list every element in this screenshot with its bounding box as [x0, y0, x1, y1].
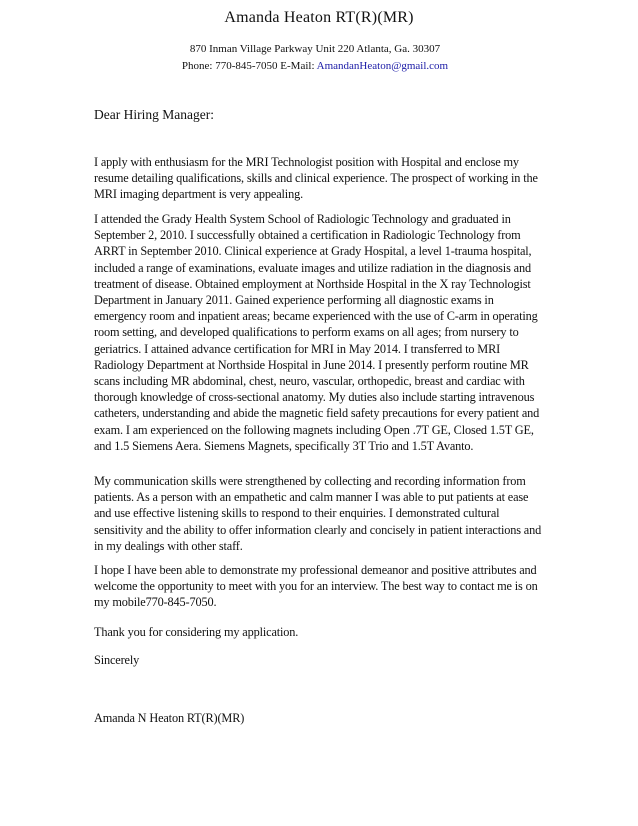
- letterhead-address: 870 Inman Village Parkway Unit 220 Atlanta, Ga. 30307: [189, 43, 441, 55]
- paragraph-education-experience: I attended the Grady Health System School of Radiologic Technology and graduated in September 2, 2010. I successfully obtained a certification in Radiologic Technology from ARRT in September 2010. Clinical experience at Grady Hospital, a level 1-trauma hospital, included a range of examinations, evaluate images and utilize radiation in the diagnosis and treatment of disease. Obtained employment at Northside Hospital in the X ray Technologist Department in January 2011. Gained experience performing all diagnostic exams in emergency room and inpatient areas; became experienced with the use of C-arm in operating room setting, and developed qualifications to perform exams on all ages; from nursery to geriatrics. I attained advance certification for MRI in May 2014. I transferred to MRI Radiology Department at Northside Hospital in June 2014. I presently perform routine MR scans including MR abdominal, chest, neuro, vascular, orthopedic, breast and cardiac with thorough knowledge of cross-sectional anatomy. My duties also include starting intravenous catheters, understanding and abide the magnetic field safety precautions for every patient and exam. I am experienced on the following magnets including Open .7T GE, Closed 1.5T GE, and 1.5 Siemens Aera. Siemens Magnets, specifically 3T Trio and 1.5T Avanto.: [94, 212, 540, 453]
- thanks-line: Thank you for considering my application.: [94, 625, 299, 639]
- letterhead-name: Amanda Heaton RT(R)(MR): [224, 9, 414, 26]
- closing: Sincerely: [94, 653, 140, 667]
- paragraph-intro: I apply with enthusiasm for the MRI Technologist position with Hospital and enclose my resume detailing qualifications, skills and clinical experience. The prospect of working in the MRI imaging department is very appealing.: [94, 155, 538, 202]
- paragraph-conclusion: I hope I have been able to demonstrate my professional demeanor and positive attributes and welcome the opportunity to meet with you for an interview. The best way to contact me is on my mobile770-845-7050.: [94, 563, 538, 610]
- greeting: Dear Hiring Manager:: [94, 107, 214, 122]
- letterhead-contact: [0, 59, 634, 73]
- paragraph-communication: My communication skills were strengthened by collecting and recording information from patients. As a person with an empathetic and calm manner I was able to put patients at ease and use effective listening skills to respond to their enquiries. I demonstrated cultural sensitivity and the ability to offer information clearly and concisely in patient interactions and in my dealings with other staff.: [94, 474, 542, 553]
- email-link[interactable]: AmandanHeaton@gmail.com: [316, 60, 449, 72]
- signature: Amanda N Heaton RT(R)(MR): [94, 711, 245, 725]
- phone-label: Phone: 770-845-7050 E-Mail:: [181, 60, 317, 72]
